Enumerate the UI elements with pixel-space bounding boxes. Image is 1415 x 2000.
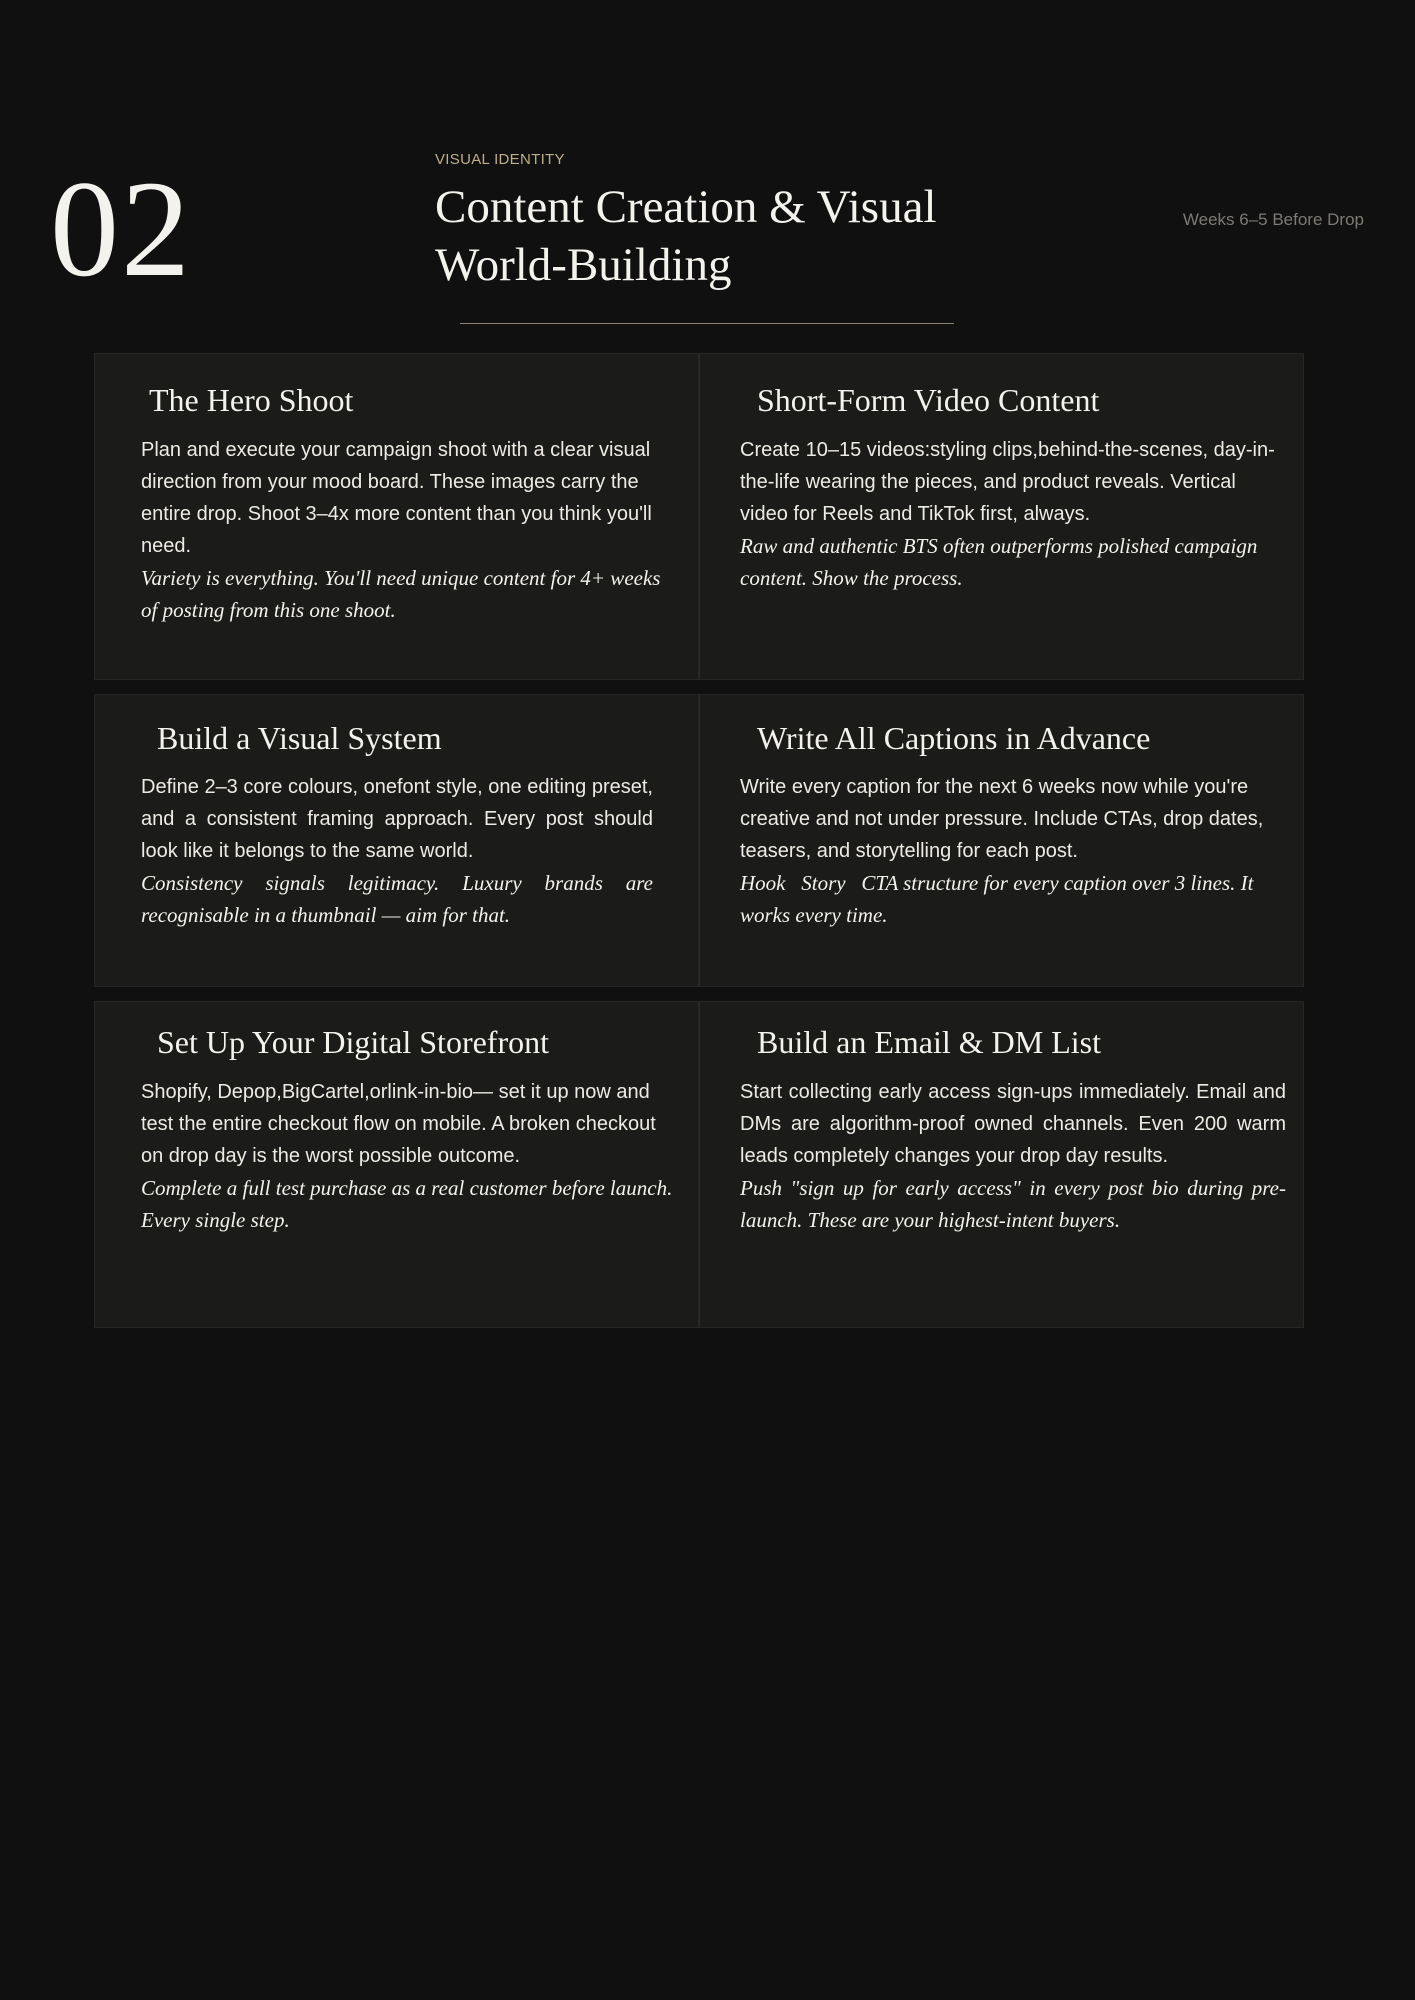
card-row-1	[94, 353, 1304, 680]
card-description: Plan and execute your campaign shoot with a clear visual direction from your mood board. These images carry the entire drop. Shoot 3–4x more content than you think you'll need.	[141, 439, 652, 557]
page-title: Content Creation & Visual World-Building	[435, 181, 937, 291]
card-email-dm-list	[699, 1001, 1304, 1328]
card-tip: Raw and authentic BTS often outperforms polished campaign content. Show the process.	[740, 534, 1258, 590]
card-row-2	[94, 694, 1304, 987]
timeline-label: Weeks 6–5 Before Drop	[1182, 210, 1364, 229]
section-eyebrow: VISUAL IDENTITY	[435, 151, 565, 168]
card-title: Build an Email & DM List	[757, 1024, 1101, 1060]
card-body	[740, 1076, 1286, 1236]
card-visual-system	[94, 694, 699, 987]
card-storefront	[94, 1001, 699, 1328]
card-title: Build a Visual System	[157, 720, 442, 756]
card-tip: Variety is everything. You'll need unique content for 4+ weeks of posting from this one shoot.	[141, 566, 661, 622]
card-body	[740, 771, 1288, 931]
card-captions	[699, 694, 1304, 987]
card-description: Create 10–15 videos:styling clips,behind-the-scenes, day-in-the-life wearing the pieces, and product reveals. Vertical video for Reels and TikTok first, always.	[740, 439, 1275, 525]
card-title: Write All Captions in Advance	[757, 720, 1151, 756]
card-short-form-video	[699, 353, 1304, 680]
card-body	[141, 771, 653, 931]
card-title: Short-Form Video Content	[757, 382, 1100, 418]
card-description: Shopify, Depop,BigCartel,orlink-in-bio— set it up now and test the entire checkout flow on mobile. A broken checkout on drop day is the worst possible outcome.	[141, 1081, 656, 1167]
card-tip: Complete a full test purchase as a real customer before launch. Every single step.	[141, 1176, 673, 1232]
card-body	[740, 434, 1285, 594]
title-divider	[460, 323, 954, 324]
card-tip: Hook Story CTA structure for every caption over 3 lines. It works every time.	[740, 871, 1259, 927]
card-tip: Push "sign up for early access" in every post bio during pre-launch. These are your highest-intent buyers.	[740, 1176, 1286, 1232]
card-title: The Hero Shoot	[149, 382, 354, 418]
card-tip: Consistency signals legitimacy. Luxury brands are recognisable in a thumbnail — aim for that.	[141, 871, 653, 927]
card-row-3	[94, 1001, 1304, 1328]
section-number: 02	[50, 152, 192, 305]
card-description: Write every caption for the next 6 weeks now while you're creative and not under pressure. Include CTAs, drop dates, teasers, and storytelling for each post.	[740, 776, 1264, 862]
card-title: Set Up Your Digital Storefront	[157, 1024, 549, 1060]
card-description: Define 2–3 core colours, onefont style, one editing preset, and a consistent framing approach. Every post should look like it belongs to the same world.	[141, 776, 653, 862]
card-description: Start collecting early access sign-ups immediately. Email and DMs are algorithm-proof owned channels. Even 200 warm leads completely changes your drop day results.	[740, 1081, 1286, 1167]
card-body	[141, 1076, 676, 1236]
card-hero-shoot	[94, 353, 699, 680]
card-body	[141, 434, 676, 626]
